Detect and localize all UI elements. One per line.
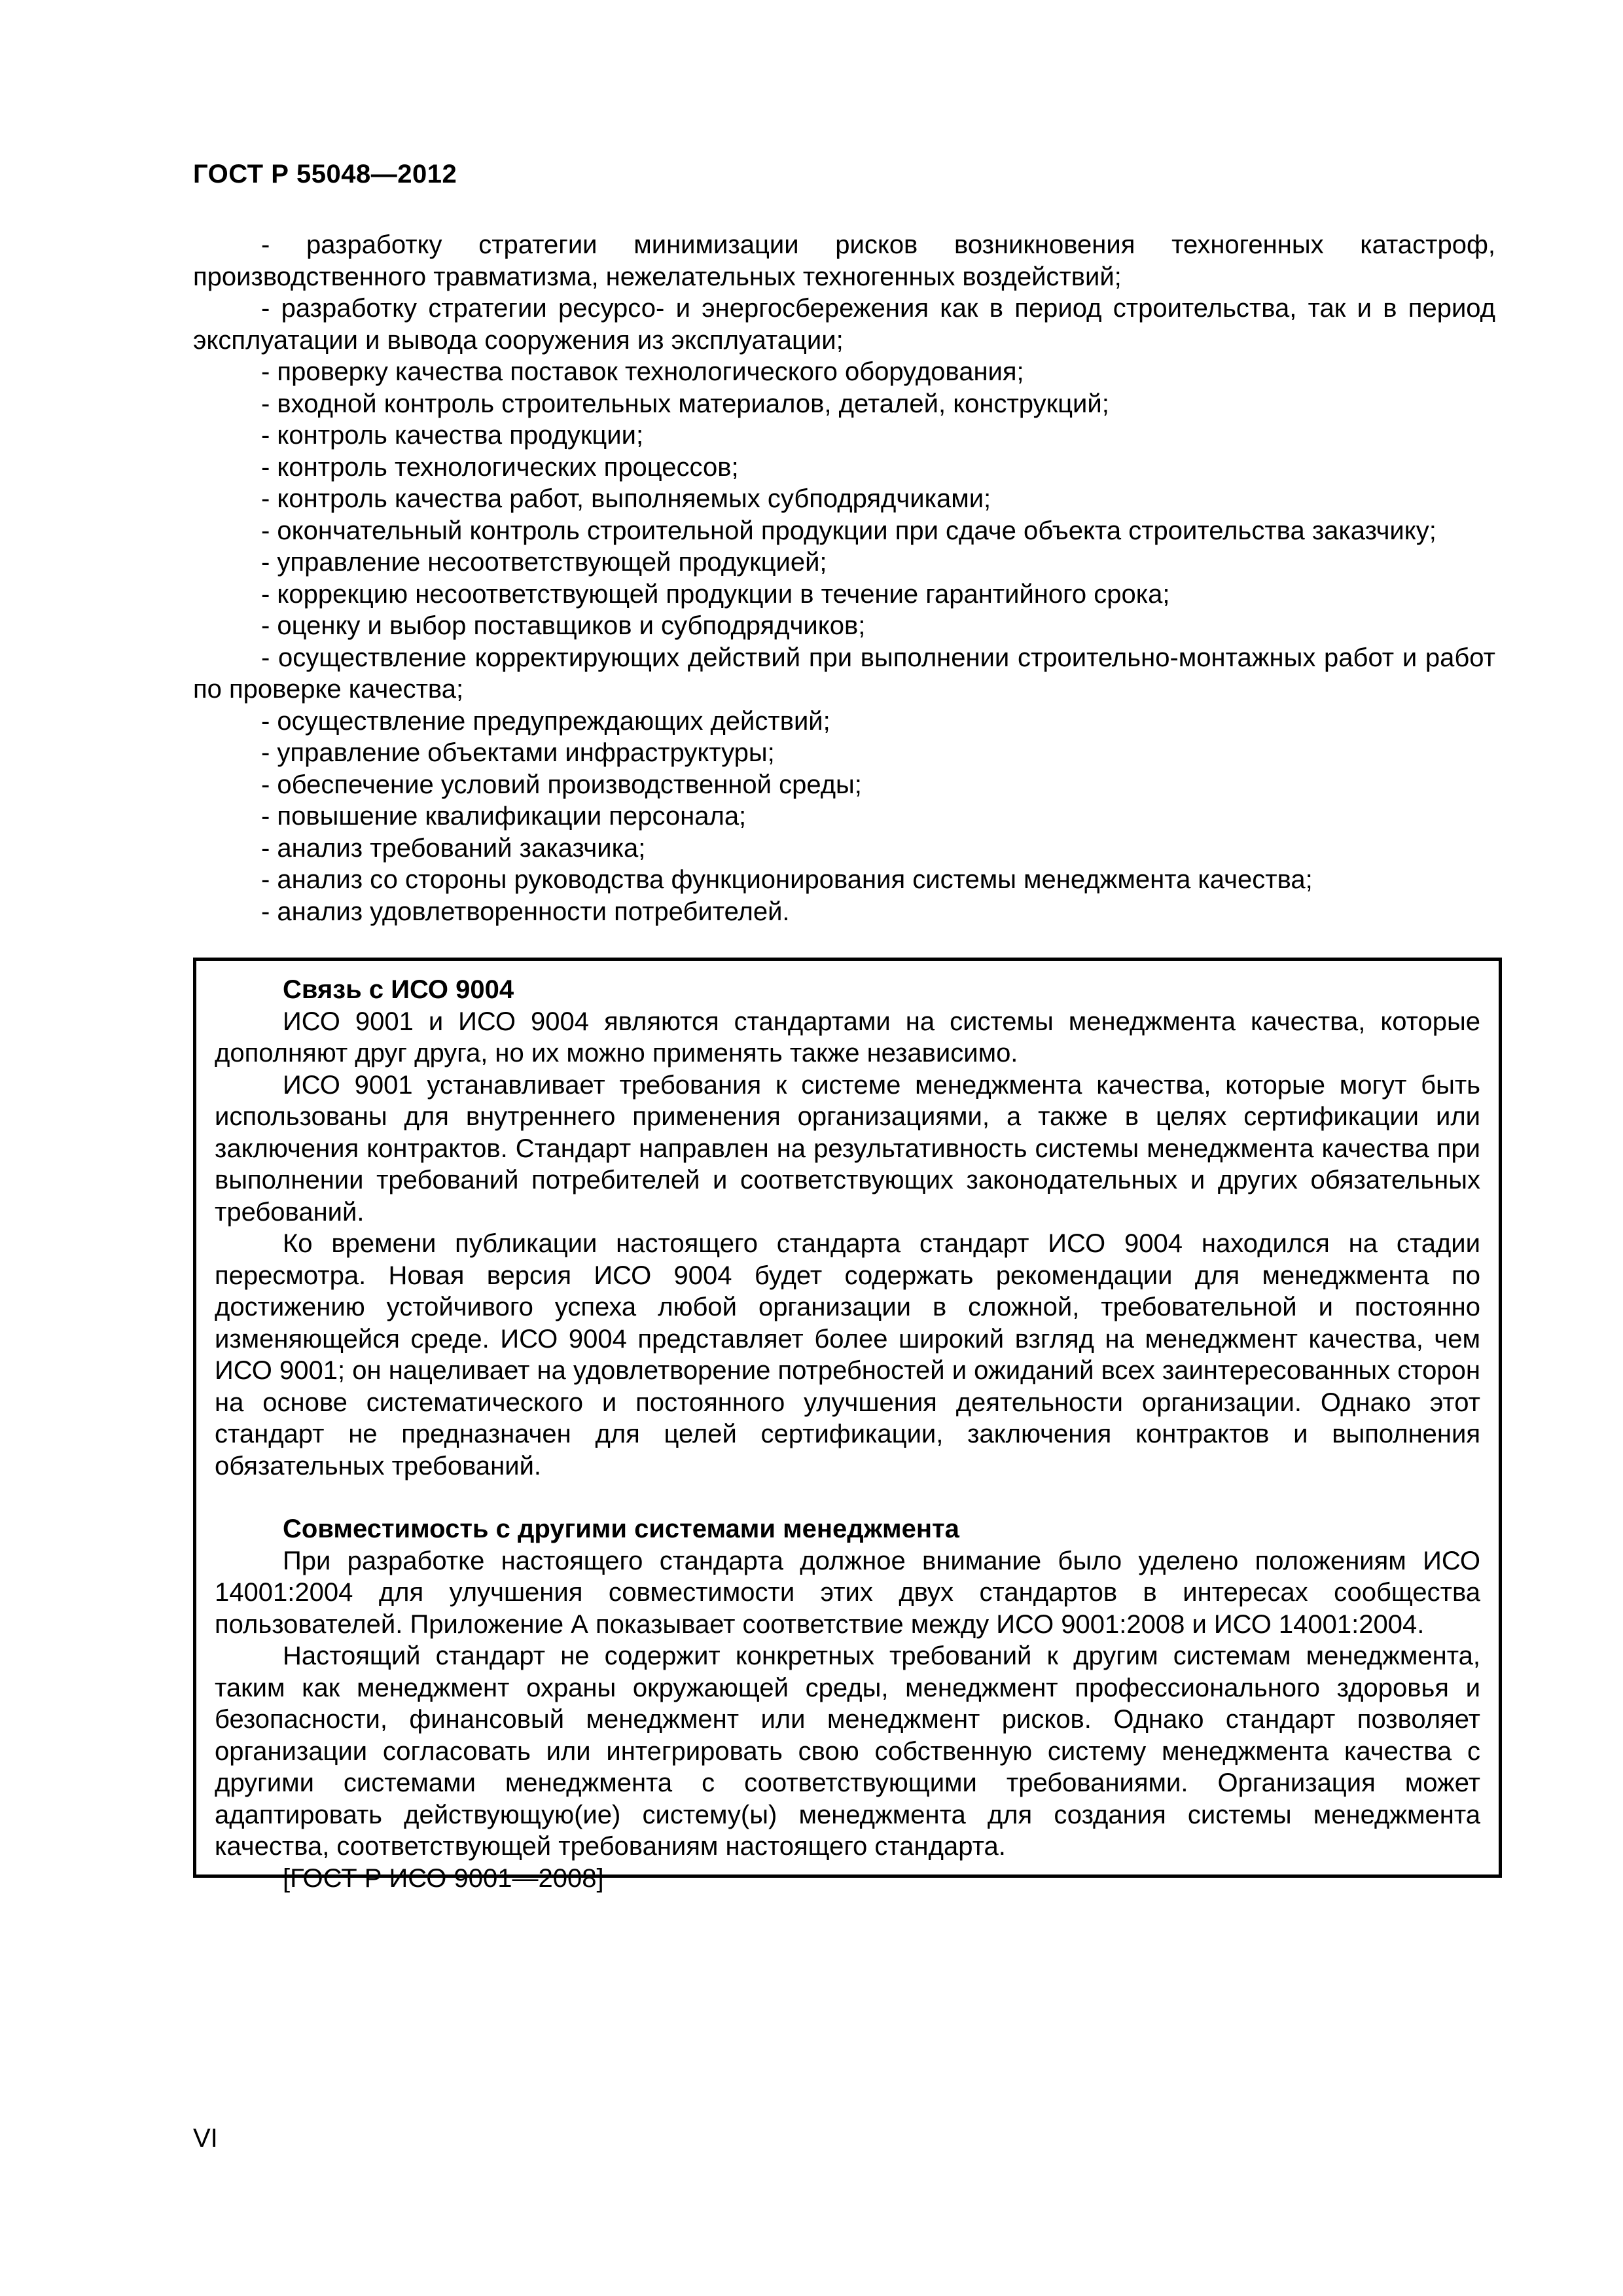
section-title-compatibility: Совместимость с другими системами менеджмента: [283, 1515, 959, 1543]
list-item: - осуществление предупреждающих действий;: [261, 706, 830, 736]
paragraph: ИСО 9001 и ИСО 9004 являются стандартами на системы менеджмента качества, которые дополняют друг друга, но их можно применять также независимо.: [215, 1007, 1480, 1067]
page-number: VI: [193, 2124, 218, 2153]
paragraph: ИСО 9001 устанавливает требования к системе менеджмента качества, которые могут быть использованы для внутреннего применения организациями, а также в целях сертификации или заключения контрактов. Стандарт направлен на результативность системы менеджмента качества при выполнении требований потребителей и соответствующих законодательных и других обязательных требований.: [215, 1070, 1480, 1227]
requirements-list: [193, 229, 1495, 927]
list-item: - контроль технологических процессов;: [261, 452, 739, 482]
source-reference: [ГОСТ Р ИСО 9001—2008]: [283, 1863, 604, 1893]
list-item: - входной контроль строительных материалов, деталей, конструкций;: [261, 389, 1109, 418]
list-item: - анализ требований заказчика;: [261, 833, 646, 863]
paragraph: При разработке настоящего стандарта должное внимание было уделено положениям ИСО 14001:2004 для улучшения совместимости этих двух стандартов в интересах сообщества пользователей. Приложение А показывает соответствие между ИСО 9001:2008 и ИСО 14001:2004.: [215, 1546, 1480, 1639]
list-item: - коррекцию несоответствующей продукции в течение гарантийного срока;: [261, 579, 1170, 609]
paragraph: Настоящий стандарт не содержит конкретных требований к другим системам менеджмента, таким как менеджмент охраны окружающей среды, менеджмент профессионального здоровья и безопасности, финансовый менеджмент или менеджмент рисков. Однако стандарт позволяет организации согласовать или интегрировать свою собственную систему менеджмента качества с другими системами менеджмента с соответствующими требованиями. Организация может адаптировать действующую(ие) систему(ы) менеджмента для создания системы менеджмента качества, соответствующей требованиям настоящего стандарта.: [215, 1641, 1480, 1861]
list-item: - анализ удовлетворенности потребителей.: [261, 897, 790, 926]
list-item: - повышение квалификации персонала;: [261, 802, 747, 831]
list-item: - проверку качества поставок технологического оборудования;: [261, 357, 1024, 386]
paragraph: Ко времени публикации настоящего стандарта стандарт ИСО 9004 находился на стадии пересмотра. Новая версия ИСО 9004 будет содержать рекомендации для менеджмента по достижению устойчивого успеха любой организации в сложной, требовательной и постоянно изменяющейся среде. ИСО 9004 представляет более широкий взгляд на менеджмент качества, чем ИСО 9001; он нацеливает на удовлетворение потребностей и ожиданий всех заинтересованных сторон на основе систематического и постоянного улучшения деятельности организации. Однако этот стандарт не предназначен для целей сертификации, заключения контрактов и выполнения обязательных требований.: [215, 1229, 1480, 1480]
list-item: - анализ со стороны руководства функционирования системы менеджмента качества;: [261, 865, 1313, 894]
list-item: - осуществление корректирующих действий при выполнении строительно-монтажных работ и работ по проверке качества;: [193, 643, 1495, 704]
list-item: - оценку и выбор поставщиков и субподрядчиков;: [261, 611, 866, 640]
section-title-iso-9004: Связь с ИСО 9004: [283, 975, 514, 1004]
list-item: - контроль качества продукции;: [261, 421, 644, 450]
list-item: - контроль качества работ, выполняемых субподрядчиками;: [261, 484, 991, 513]
section-spacer: [215, 1482, 1480, 1513]
list-item: - разработку стратегии ресурсо- и энергосбережения как в период строительства, так и в период эксплуатации и вывода сооружения из эксплуатации;: [193, 294, 1495, 355]
list-item: - разработку стратегии минимизации рисков возникновения техногенных катастроф, производственного травматизма, нежелательных техногенных воздействий;: [193, 230, 1495, 291]
list-item: - окончательный контроль строительной продукции при сдаче объекта строительства заказчику;: [261, 516, 1436, 545]
list-item: - управление объектами инфраструктуры;: [261, 738, 775, 767]
document-header: ГОСТ Р 55048—2012: [193, 160, 457, 188]
iso-quote-box: [193, 958, 1502, 1893]
list-item: - обеспечение условий производственной среды;: [261, 770, 862, 799]
list-item: - управление несоответствующей продукцией;: [261, 548, 827, 577]
